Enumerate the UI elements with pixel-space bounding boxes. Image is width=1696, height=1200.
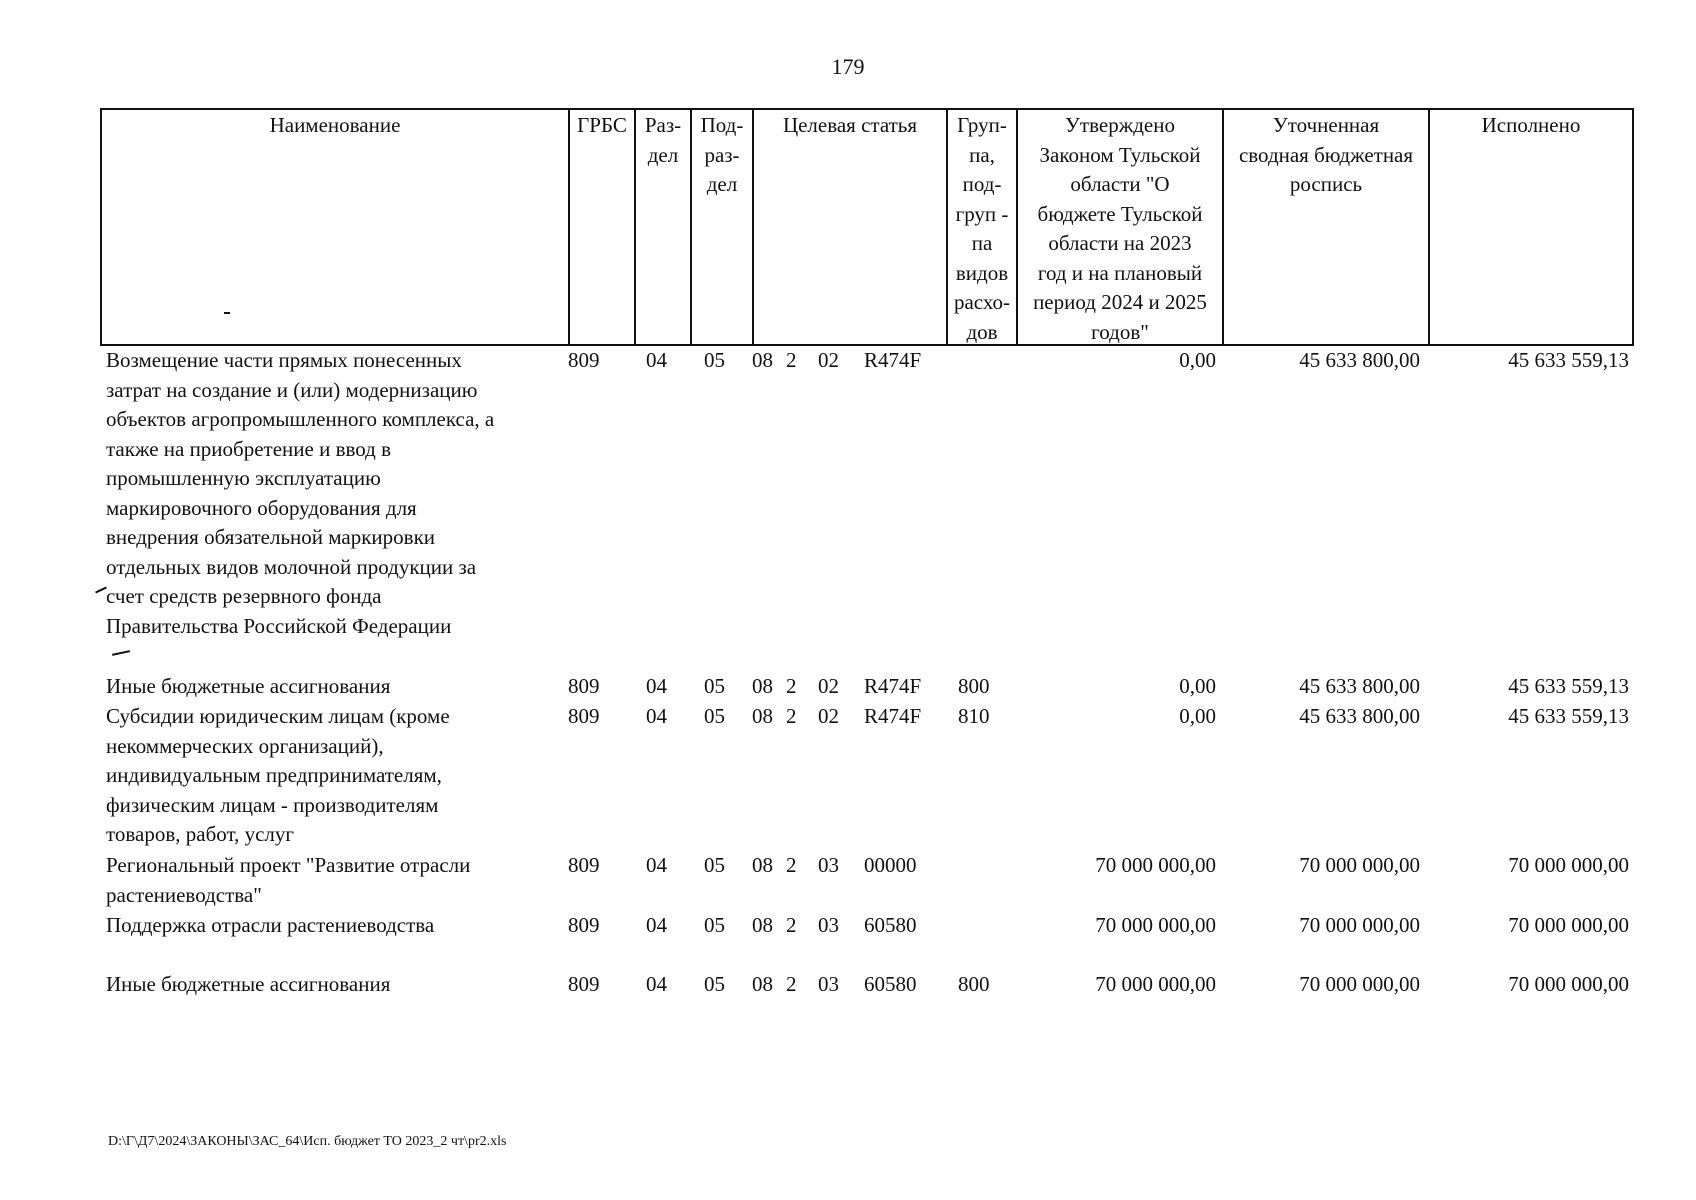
header-approved: Утверждено Законом Тульской области "О бюджете Тульской области на 2023 год и на плановый период 2024 и 2025 годов": [1018, 110, 1224, 346]
row-target-direction: R474F: [864, 348, 922, 372]
row-refined: 45 633 800,00: [1299, 674, 1420, 698]
header-target-article: Целевая статья: [754, 110, 948, 346]
row-executed: 45 633 559,13: [1508, 674, 1629, 698]
row-razdel: 04: [646, 853, 667, 877]
row-target-subprogram: 2: [786, 348, 797, 372]
row-grbs: 809: [568, 348, 600, 372]
row-refined: 45 633 800,00: [1299, 704, 1420, 728]
row-razdel: 04: [646, 913, 667, 937]
row-target-program: 08: [752, 348, 773, 372]
row-target-subprogram: 2: [786, 704, 797, 728]
row-target-subprogram: 2: [786, 913, 797, 937]
row-target-direction: 00000: [864, 853, 917, 877]
handwritten-squiggle-mark: [112, 650, 130, 656]
row-target-event: 02: [818, 704, 839, 728]
row-target-program: 08: [752, 853, 773, 877]
row-target-direction: R474F: [864, 704, 922, 728]
row-approved: 70 000 000,00: [1095, 913, 1216, 937]
row-grbs: 809: [568, 674, 600, 698]
table-header: [100, 108, 1634, 346]
row-refined: 70 000 000,00: [1299, 972, 1420, 996]
row-target-event: 03: [818, 913, 839, 937]
row-podrazdel: 05: [704, 972, 725, 996]
stray-dash-mark: [224, 312, 230, 314]
header-razdel: Раз- дел: [636, 110, 692, 346]
header-executed: Исполнено: [1481, 113, 1581, 137]
row-name: Иные бюджетные ассигнования: [106, 674, 391, 698]
row-approved: 0,00: [1179, 674, 1216, 698]
row-target-program: 08: [752, 972, 773, 996]
row-razdel: 04: [646, 348, 667, 372]
row-executed: 45 633 559,13: [1508, 348, 1629, 372]
row-target-subprogram: 2: [786, 674, 797, 698]
row-executed: 45 633 559,13: [1508, 704, 1629, 728]
header-grbs: ГРБС: [570, 110, 636, 346]
footer-file-path: D:\Г\Д7\2024\ЗАКОНЫ\ЗАС_64\Исп. бюджет ТО 2023_2 чт\pr2.xls: [108, 1134, 507, 1149]
row-name: Поддержка отрасли растениеводства: [106, 913, 435, 937]
row-target-direction: R474F: [864, 674, 922, 698]
row-podrazdel: 05: [704, 913, 725, 937]
row-refined: 70 000 000,00: [1299, 853, 1420, 877]
row-expense-group: 800: [958, 972, 990, 996]
row-expense-group: 810: [958, 704, 990, 728]
row-refined: 70 000 000,00: [1299, 913, 1420, 937]
row-name: Субсидии юридическим лицам (кроме некоммерческих организаций), индивидуальным предпринимателям, физическим лицам - производителям товаров, работ, услуг: [106, 704, 450, 846]
row-target-program: 08: [752, 913, 773, 937]
row-executed: 70 000 000,00: [1508, 972, 1629, 996]
row-refined: 45 633 800,00: [1299, 348, 1420, 372]
row-razdel: 04: [646, 704, 667, 728]
row-grbs: 809: [568, 913, 600, 937]
page-number: 179: [831, 54, 865, 79]
row-target-subprogram: 2: [786, 972, 797, 996]
row-podrazdel: 05: [704, 704, 725, 728]
row-target-direction: 60580: [864, 972, 917, 996]
row-target-event: 03: [818, 972, 839, 996]
row-target-direction: 60580: [864, 913, 917, 937]
row-executed: 70 000 000,00: [1508, 913, 1629, 937]
row-podrazdel: 05: [704, 348, 725, 372]
row-podrazdel: 05: [704, 674, 725, 698]
row-grbs: 809: [568, 972, 600, 996]
row-target-event: 02: [818, 674, 839, 698]
row-target-event: 02: [818, 348, 839, 372]
header-podrazdel: Под- раз- дел: [692, 110, 754, 346]
header-expense-group: Груп- па, под- груп - па видов расхо- дов: [948, 110, 1018, 346]
row-name: Иные бюджетные ассигнования: [106, 972, 391, 996]
row-approved: 70 000 000,00: [1095, 972, 1216, 996]
row-name: Региональный проект "Развитие отрасли растениеводства": [106, 853, 471, 907]
row-grbs: 809: [568, 853, 600, 877]
row-target-program: 08: [752, 674, 773, 698]
row-executed: 70 000 000,00: [1508, 853, 1629, 877]
row-approved: 0,00: [1179, 704, 1216, 728]
row-razdel: 04: [646, 972, 667, 996]
header-refined: Уточненная сводная бюджетная роспись: [1224, 110, 1430, 346]
row-approved: 70 000 000,00: [1095, 853, 1216, 877]
row-target-program: 08: [752, 704, 773, 728]
row-target-subprogram: 2: [786, 853, 797, 877]
row-razdel: 04: [646, 674, 667, 698]
header-name: Наименование: [102, 110, 570, 346]
row-expense-group: 800: [958, 674, 990, 698]
row-name: Возмещение части прямых понесенных затрат на создание и (или) модернизацию объектов агропромышленного комплекса, а также на приобретение и ввод в промышленную эксплуатацию маркировочного оборудования для внедрения обязательной маркировки отдельных видов молочной продукции за счет средств резервного фонда Правительства Российской Федерации: [106, 348, 495, 638]
row-target-event: 03: [818, 853, 839, 877]
row-podrazdel: 05: [704, 853, 725, 877]
row-approved: 0,00: [1179, 348, 1216, 372]
row-grbs: 809: [568, 704, 600, 728]
